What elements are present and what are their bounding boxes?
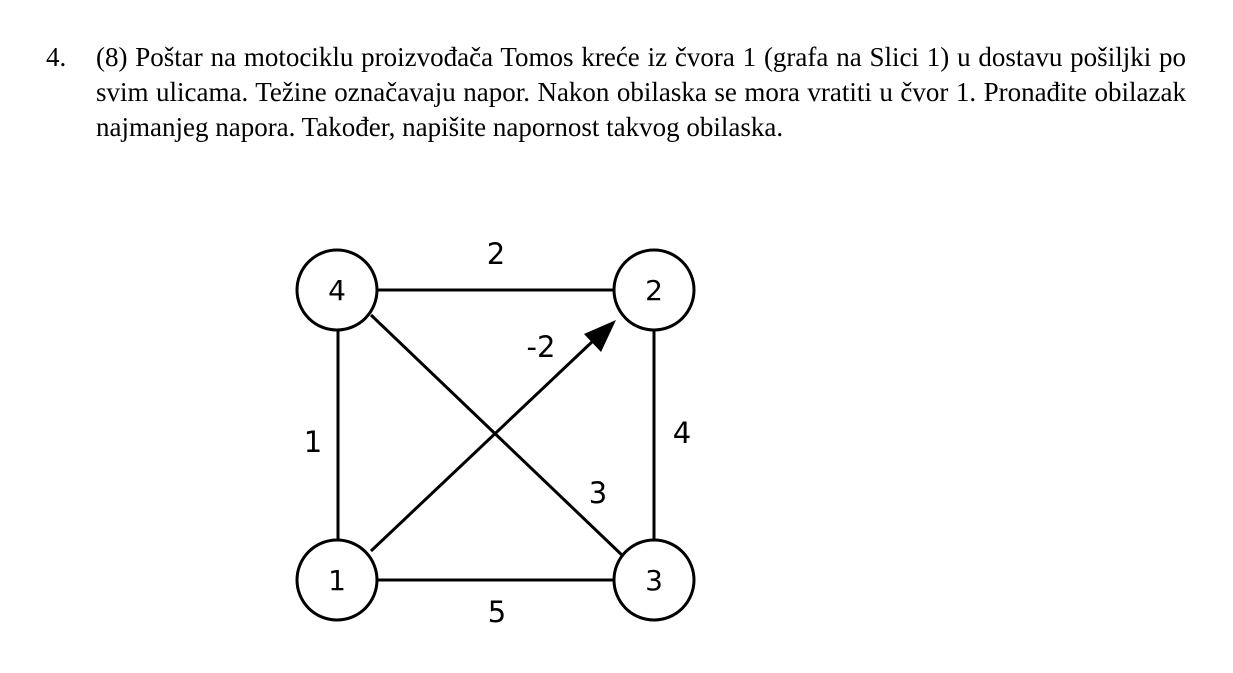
node-4 xyxy=(297,250,377,330)
edge-weight-1-2: -2 xyxy=(526,330,556,364)
node-1 xyxy=(297,540,377,620)
edge-weight-4-2: 2 xyxy=(486,237,506,271)
edge-weight-4-1: 1 xyxy=(303,425,323,459)
node-label: 3 xyxy=(645,564,663,597)
arrowhead-1-2 xyxy=(584,320,616,352)
node-3 xyxy=(614,540,694,620)
node-label: 1 xyxy=(328,564,346,597)
edge-1-2-directed xyxy=(371,340,594,551)
node-2 xyxy=(614,250,694,330)
edge-weight-2-3: 4 xyxy=(672,416,692,450)
edge-weight-1-3: 5 xyxy=(487,595,507,629)
problem-text: (8) Poštar na motociklu proizvođača Tomos kreće iz čvora 1 (grafa na Slici 1) u dostavu pošiljki po svim ulicama. Težine označavaju napor. Nakon obilaska se mora vratiti u čvor 1. Pronađite obilazak najmanjeg napora. Također, napišite napornost takvog obilaska. xyxy=(96,42,1186,142)
problem-number: 4. xyxy=(46,42,67,72)
edge-4-3 xyxy=(371,315,624,557)
node-label: 2 xyxy=(645,274,663,307)
edge-weight-4-3: 3 xyxy=(588,476,608,510)
node-label: 4 xyxy=(328,274,346,307)
